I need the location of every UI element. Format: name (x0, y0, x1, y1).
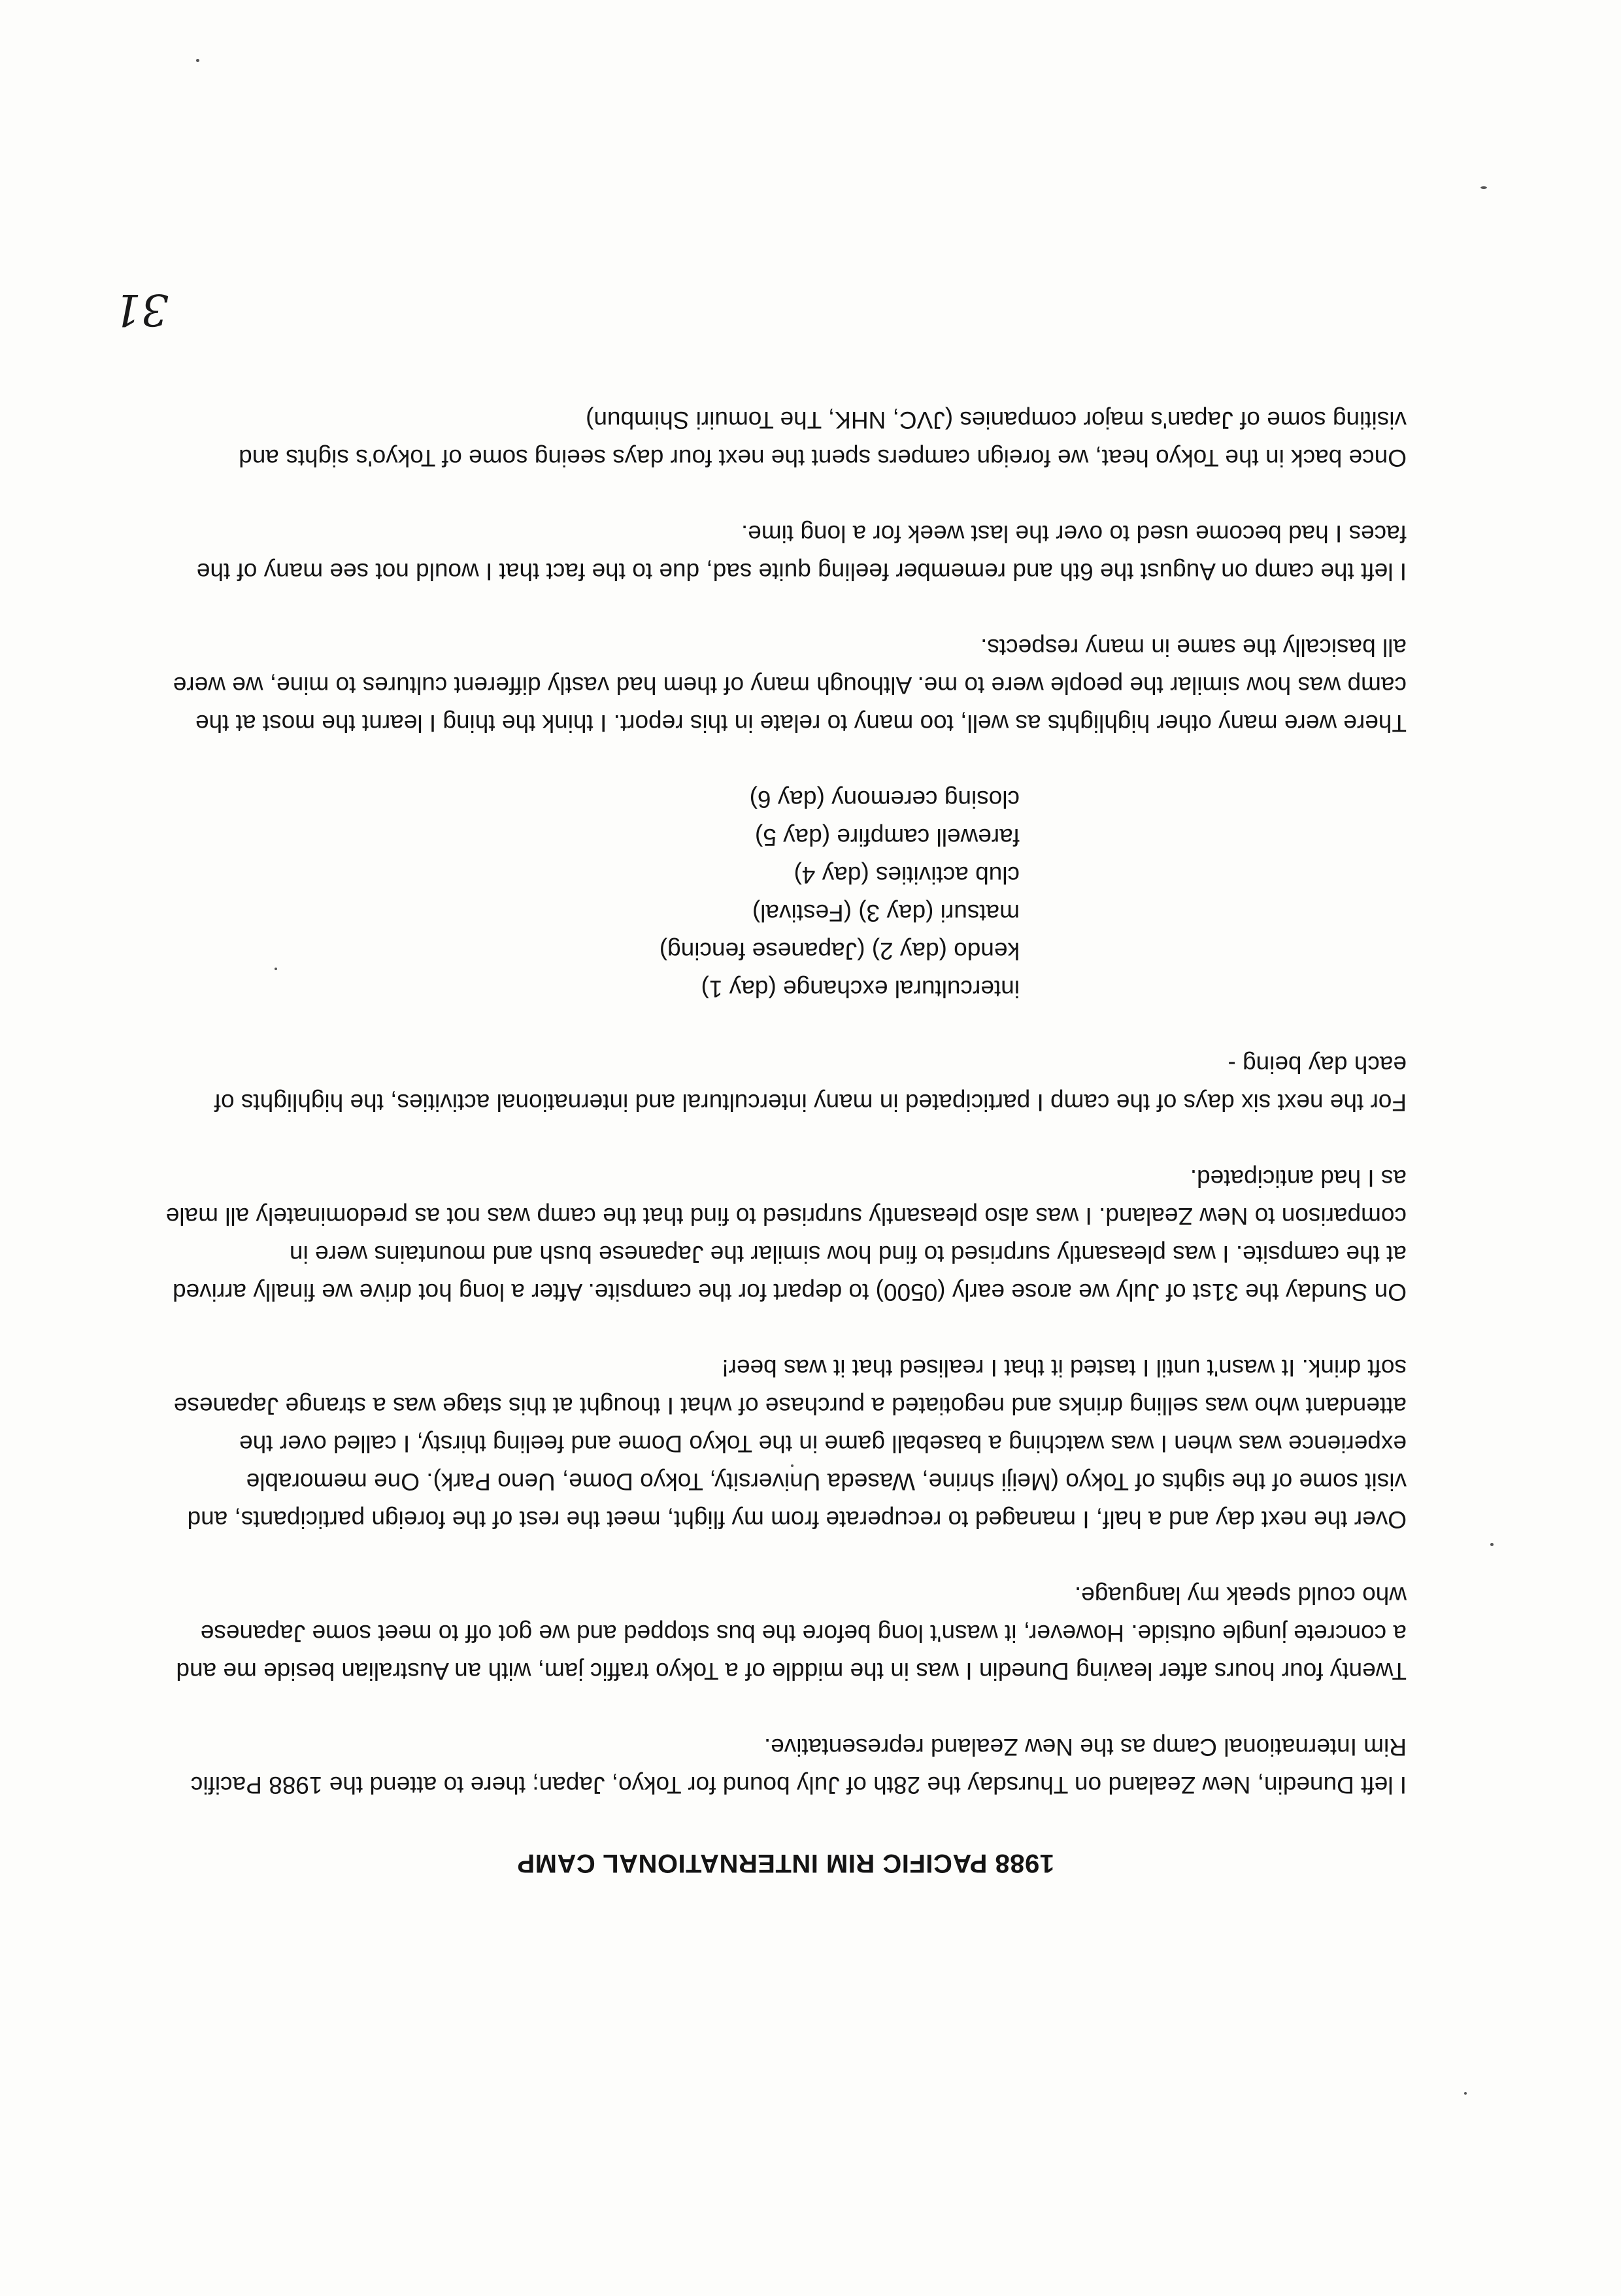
paragraph-activities-intro: For the next six days of the camp I participated in many intercultural and international activities, the highlights of each day being - (214, 1051, 1407, 1116)
paragraph-arrival: Twenty four hours after leaving Dunedin I was in the middle of a Tokyo traffic jam, with an Australian beside me and a concrete jungle outside. However, it wasn't long before the bus stopped and we got off to meet some Japanese who could speak my language. (176, 1582, 1407, 1685)
paragraph-reflection: There were many other highlights as well, too many to relate in this report. I think the thing I learnt the most at the camp was how similar the people were to me. Although many of them had vastly different cultures to mine, we were all basically the same in many respects. (173, 634, 1407, 737)
scan-speck (275, 968, 277, 970)
paragraph-tokyo-companies: Once back in the Tokyo heat, we foreign campers spent the next four days seeing some of Tokyo's sights and visiting some of Japan's major companies (JVC, NHK, The Tomuiri Shimbun) (239, 407, 1407, 471)
document-title: 1988 PACIFIC RIM INTERNATIONAL CAMP (517, 1849, 1055, 1878)
activity-item: kendo (day 2) (Japanese fencing) (659, 937, 1020, 964)
paragraph-departure: I left Dunedin, New Zealand on Thursday the 28th of July bound for Tokyo, Japan; there to attend the 1988 Pacific Rim International Camp as the New Zealand representative. (190, 1734, 1407, 1798)
scan-speck (1464, 2092, 1467, 2095)
scan-speck (1480, 186, 1487, 189)
activity-item: intercultural exchange (day 1) (701, 975, 1020, 1002)
scan-speck (791, 1464, 794, 1467)
activities-list (165, 780, 1407, 1007)
paragraph-campsite: On Sunday the 31st of July we arose early (0500) to depart for the campsite. After a long hot drive we finally arrived at the campsite. I was pleasantly surprised to find how similar the Japanese bush and mountains were in comparison to New Zealand. I was also pleasantly surprised to find that the camp was not as predominately all male as I had anticipated. (165, 1165, 1407, 1306)
activity-item: matsuri (day 3) (Festival) (752, 900, 1020, 926)
paragraph-tokyo-sights: Over the next day and a half, I managed to recuperate from my flight, meet the rest of the foreign participants, and visit some of the sights of Tokyo (Meiji shrine, Waseda University, Tokyo Dome, Ueno Park). One memorable experience was when I was watching a baseball game in the Tokyo Dome and feeling thirsty, I called over the attendant who was selling drinks and negotiated a purchase of what I thought at this stage was a strange Japanese soft drink. It wasn't until I tasted it that I realised that it was beer! (173, 1355, 1407, 1533)
scan-speck (196, 59, 199, 62)
document-body (165, 363, 1407, 1878)
activity-item: club activities (day 4) (794, 862, 1020, 888)
activity-item: farewell campfire (day 5) (754, 824, 1020, 851)
scan-speck (1490, 1543, 1494, 1546)
activity-item: closing ceremony (day 6) (749, 786, 1020, 813)
handwritten-page-number: 31 (114, 284, 169, 335)
paragraph-leaving-camp: I left the camp on August the 6th and remember feeling quite sad, due to the fact that I would not see many of the faces I had become used to over the last week for a long time. (196, 520, 1407, 585)
